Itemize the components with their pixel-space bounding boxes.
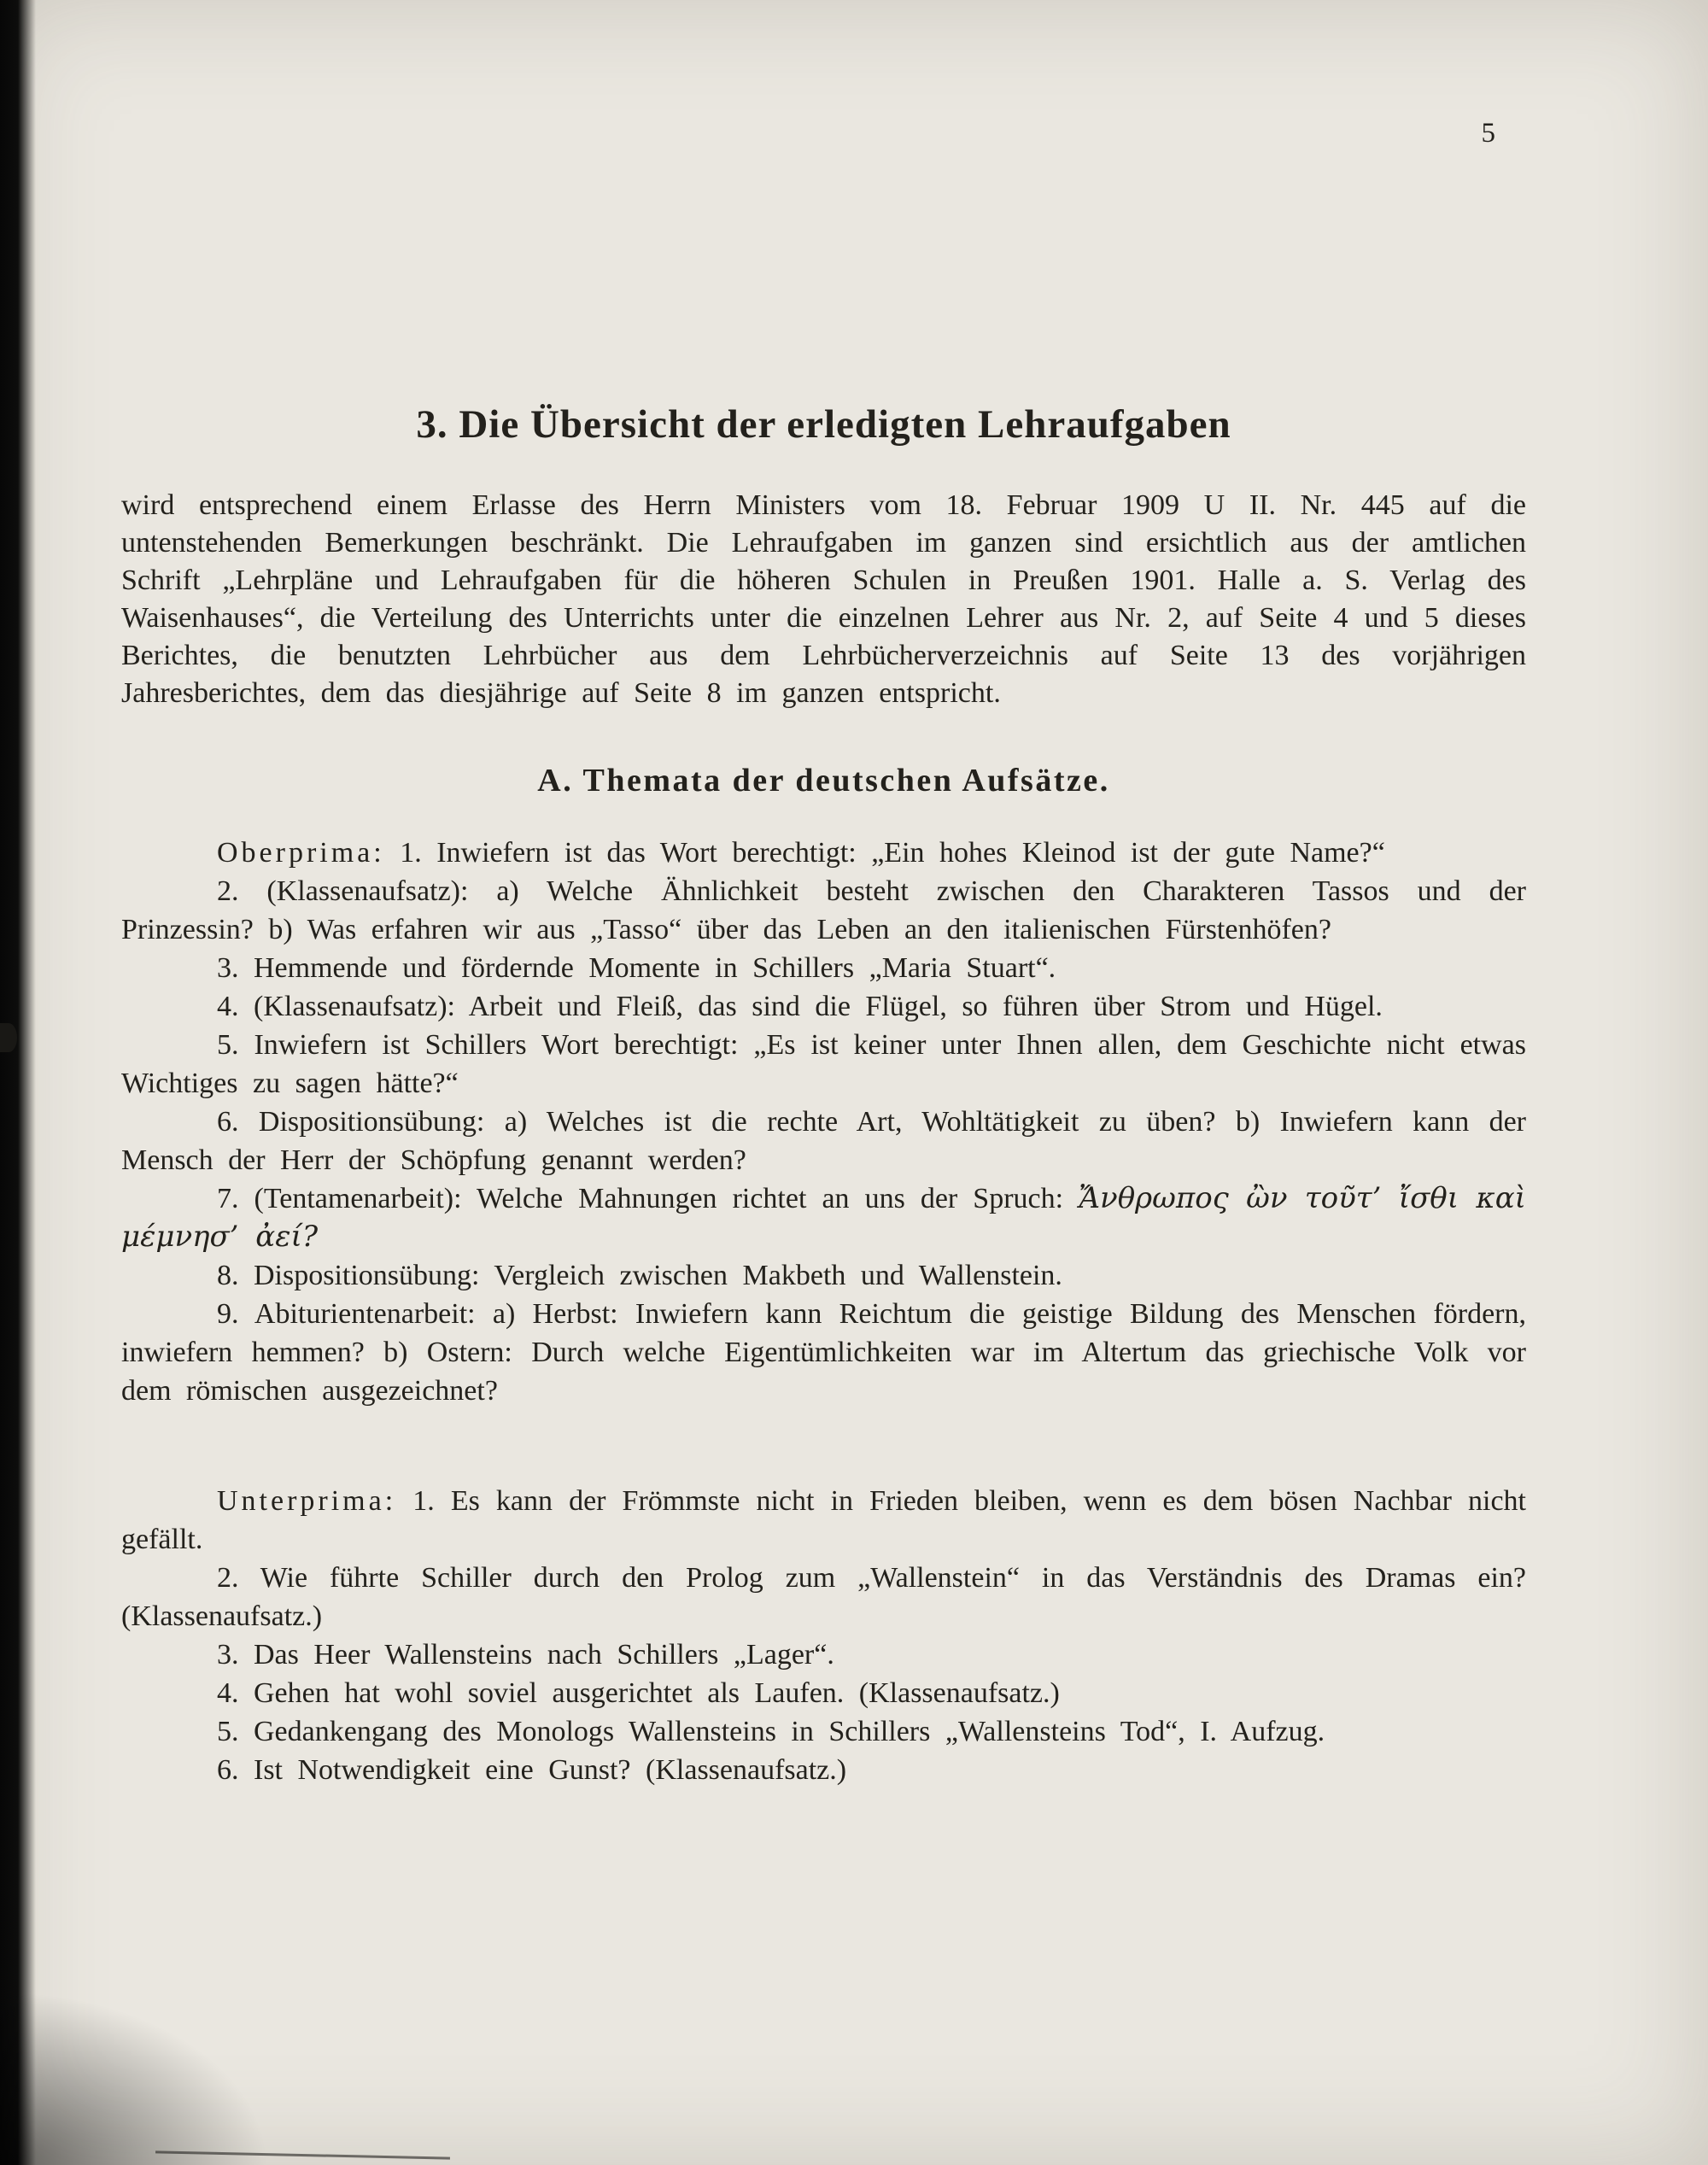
page-content	[121, 401, 1526, 1789]
essay-topic-paragraph: 7. (Tentamenarbeit): Welche Mahnungen richtet an uns der Spruch: Ἄνθρωπος ὢν τοῦτ’ ἴσθι καὶ μέμνησ’ ἀεί?	[121, 1181, 1527, 1254]
scan-left-edge-shadow	[0, 0, 36, 2165]
essay-topic-paragraph: 5. Inwiefern ist Schillers Wort berechtigt: „Es ist keiner unter Ihnen allen, dem Geschichte nicht etwas Wichtiges zu sagen hätte?“	[121, 1029, 1526, 1099]
essay-topic-paragraph: Oberprima: 1. Inwiefern ist das Wort berechtigt: „Ein hohes Kleinod ist der gute Name?“	[217, 837, 1385, 869]
section-heading: A. Themata der deutschen Aufsätze.	[537, 763, 1110, 799]
class-level-label: Oberprima:	[217, 837, 385, 869]
class-level-label: Unterprima:	[217, 1485, 397, 1517]
essay-topic-paragraph: 3. Hemmende und fördernde Momente in Schillers „Maria Stuart“.	[217, 952, 1056, 984]
essay-topic-paragraph: 5. Gedankengang des Monologs Wallensteins in Schillers „Wallensteins Tod“, I. Aufzug.	[217, 1716, 1325, 1747]
essay-topic-paragraph: 8. Dispositionsübung: Vergleich zwischen Makbeth und Wallenstein.	[217, 1260, 1062, 1291]
essay-topic-paragraph: 3. Das Heer Wallensteins nach Schillers „Lager“.	[217, 1639, 834, 1671]
greek-quotation: Ἄνθρωπος ὢν τοῦτ’ ἴσθι καὶ μέμνησ’ ἀεί?	[121, 1181, 1527, 1254]
chapter-title: 3. Die Übersicht der erledigten Lehraufgaben	[416, 402, 1231, 447]
essay-topic-paragraph: Unterprima: 1. Es kann der Frömmste nicht in Frieden bleiben, wenn es dem bösen Nachbar nicht gefällt.	[121, 1485, 1527, 1555]
essay-topics-list	[121, 834, 1526, 1789]
scan-corner-shadow	[0, 1977, 290, 2165]
essay-topic-paragraph: 2. Wie führte Schiller durch den Prolog zum „Wallenstein“ in das Verständnis des Dramas ein? (Klassenaufsatz.)	[121, 1562, 1526, 1632]
essay-topic-paragraph: 4. Gehen hat wohl soviel ausgerichtet als Laufen. (Klassenaufsatz.)	[217, 1677, 1060, 1709]
essay-topic-paragraph: 6. Ist Notwendigkeit eine Gunst? (Klassenaufsatz.)	[217, 1754, 847, 1786]
essay-topic-paragraph: 2. (Klassenaufsatz): a) Welche Ähnlichkeit besteht zwischen den Charakteren Tassos und der Prinzessin? b) Was erfahren wir aus „Tasso“ über das Leben an den italienischen Fürstenhöfen?	[121, 875, 1526, 945]
essay-topic-paragraph: 4. (Klassenaufsatz): Arbeit und Fleiß, das sind die Flügel, so führen über Strom und Hügel.	[217, 991, 1383, 1022]
page-number: 5	[1481, 118, 1496, 149]
intro-paragraph: wird entsprechend einem Erlasse des Herrn Ministers vom 18. Februar 1909 U II. Nr. 445 auf die untenstehenden Bemerkungen beschränkt. Die Lehraufgaben im ganzen sind ersichtlich aus der amtlichen Schrift „Lehrpläne und Lehraufgaben für die höheren Schulen in Preußen 1901. Halle a. S. Verlag des Waisenhauses“, die Verteilung des Unterrichts unter die einzelnen Lehrer aus Nr. 2, auf Seite 4 und 5 dieses Berichtes, die benutzten Lehrbücher aus dem Lehrbücherverzeichnis auf Seite 13 des vorjährigen Jahresberichtes, dem das diesjährige auf Seite 8 im ganzen entspricht.	[121, 489, 1526, 709]
essay-topic-paragraph: 9. Abiturientenarbeit: a) Herbst: Inwiefern kann Reichtum die geistige Bildung des Menschen fördern, inwiefern hemmen? b) Ostern: Durch welche Eigentümlichkeiten war im Altertum das griechische Volk vor dem römischen ausgezeichnet?	[121, 1298, 1526, 1407]
scan-edge-mark	[0, 1023, 17, 1052]
essay-topic-paragraph: 6. Dispositionsübung: a) Welches ist die rechte Art, Wohltätigkeit zu üben? b) Inwiefern kann der Mensch der Herr der Schöpfung genannt werden?	[121, 1106, 1526, 1176]
